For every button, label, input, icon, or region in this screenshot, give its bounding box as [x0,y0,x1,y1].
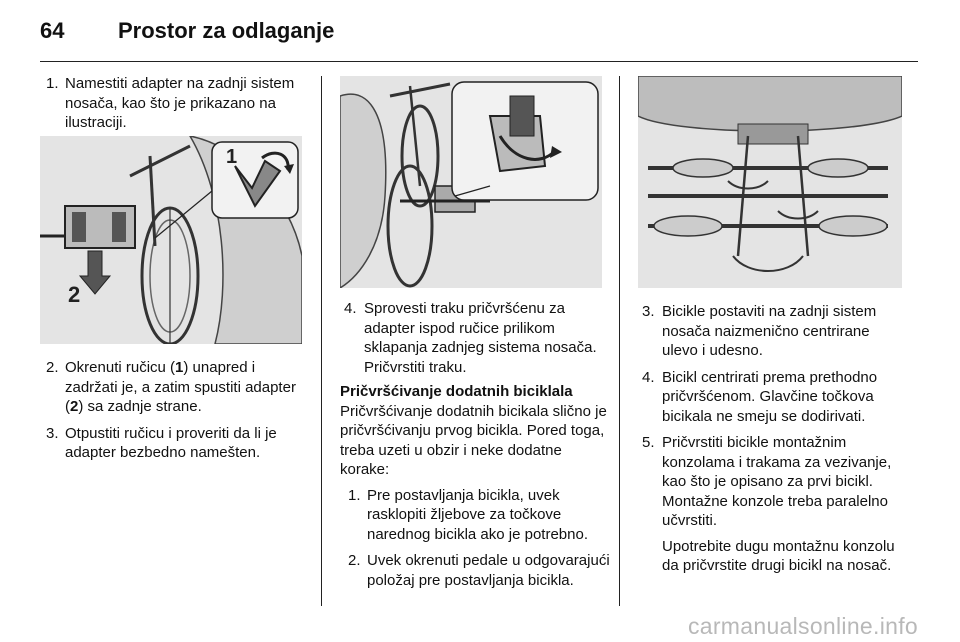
section-paragraph: Pričvršćivanje dodatnih bicikala slično je pričvršćivanju prvog bicikla. Pored toga, treba uzeti u obzir i neke dodatne korake: [340,402,607,478]
step-text: Sprovesti traku pričvršćenu za adapter ispod ručice prilikom sklapanja zadnjeg sistema nosača. Pričvrstiti traku. [364,300,597,376]
step-number: 1. [46,75,59,92]
step-number: 3. [46,424,59,442]
step-number: 2. [348,552,361,569]
step-number: 1. [348,486,361,504]
step-number: 2. [46,359,59,376]
step-text: Namestiti adapter na zadnji sistem nosača, kao što je prikazano na ilustraciji. [65,75,295,131]
step-5 [642,433,904,531]
step-3 [642,302,904,361]
column-divider-1 [321,76,322,606]
sub-step-2 [348,551,610,590]
step-text: Bicikle postaviti na zadnji sistem nosača naizmenično centrirane ulevo i udesno. [662,303,877,359]
page-number: 64 [40,18,65,43]
step-text: Otpustiti ručicu i proveriti da li je adapter bezbedno namešten. [65,424,277,461]
column-2 [344,299,606,384]
footer-watermark: carmanualsonline.info [687,613,918,639]
step-text-part: Okrenuti ručicu ( [65,359,176,376]
figure-label-2: 2 [68,282,81,307]
column-1 [46,74,306,140]
step-text: Uvek okrenuti pedale u odgovarajući položaj pre postavljanja bicikla. [367,552,610,589]
page-header [40,8,920,48]
step-text: Bicikl centrirati prema prethodno pričvršćenom. Glavčine točkova bicikala ne smeju se dodirivati. [662,368,878,425]
step-text-bold: 1 [175,359,184,376]
step-number: 4. [642,368,655,386]
figure-adapter-mounting [40,136,302,344]
step-text-part: ) unapred i zadržati je, a zatim spustiti adapter ( [65,359,296,415]
figure-label-1: 1 [226,146,238,168]
step-number: 4. [344,300,357,317]
step-2 [46,358,308,417]
column-2-section [340,382,610,597]
step-4 [344,299,606,377]
step-number: 3. [642,303,655,320]
column-divider-2 [619,76,620,606]
figure-bikes-top-view [638,76,902,288]
column-3 [642,302,904,576]
step-text: Pre postavljanja bicikla, uvek rasklopiti žljebove za točkove narednog bicikla ako je potrebno. [367,486,588,543]
step-text: Pričvrstiti bicikle montažnim konzolama i trakama za vezivanje, kao što je opisano za prvi bicikl. Montažne konzole treba paralelno učvrstiti. [662,434,892,529]
step-1 [46,74,306,133]
page-title: Prostor za odlaganje [118,18,335,43]
step-3 [46,424,308,463]
sub-step-1 [348,486,610,545]
step-text-bold: 2 [70,398,79,415]
step-4 [642,368,904,427]
header-rule [40,61,918,62]
step-5-note: Upotrebite dugu montažnu konzolu da pričvrstite drugi bicikl na nosač. [662,537,895,574]
step-text [65,358,308,417]
figure-strap [340,76,602,288]
step-number: 5. [642,434,655,451]
step-text-part: ) sa zadnje strane. [78,398,202,415]
column-1-steps [46,358,308,470]
section-heading: Pričvršćivanje dodatnih biciklala [340,383,573,400]
